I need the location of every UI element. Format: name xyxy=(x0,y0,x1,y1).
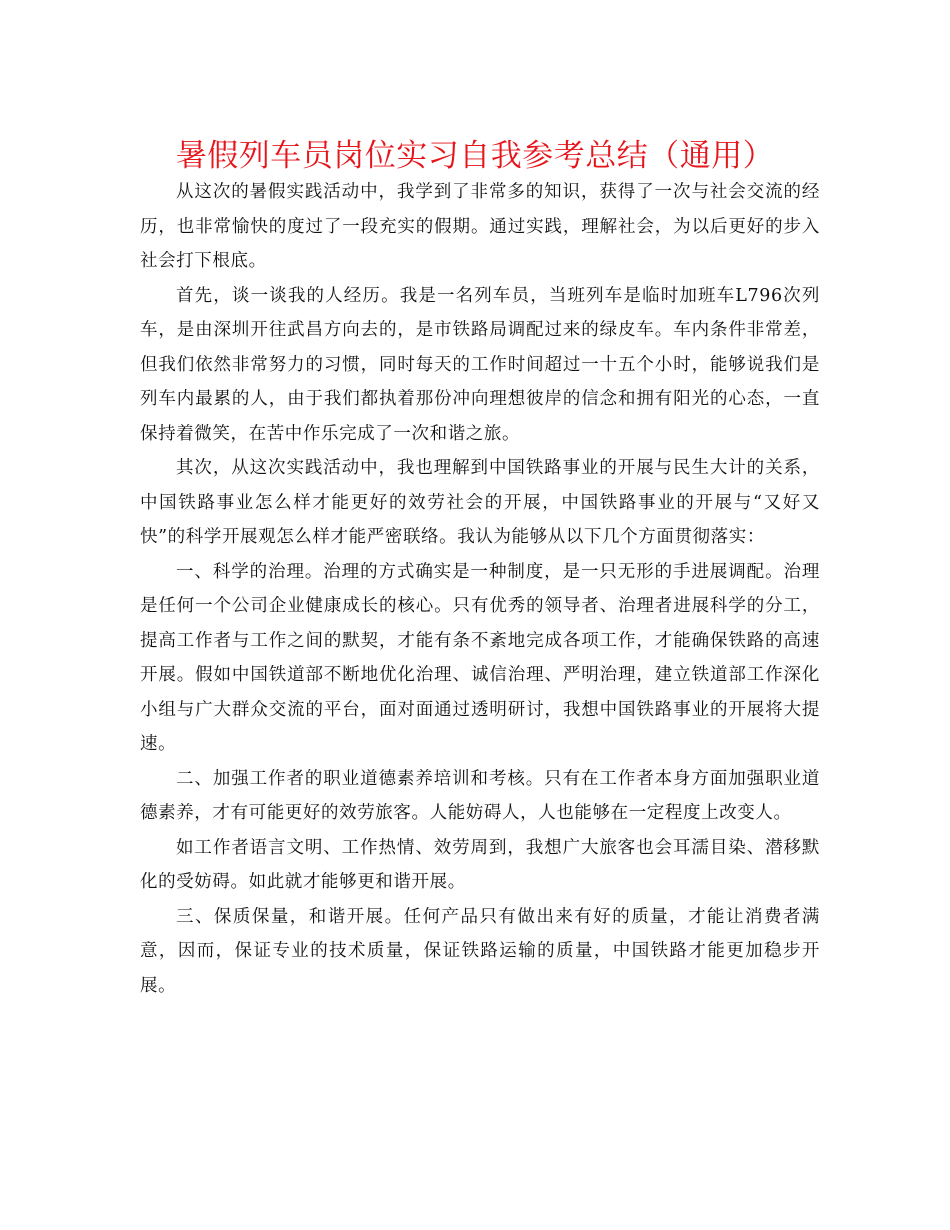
paragraph-point-one: 一、科学的治理。治理的方式确实是一种制度，是一只无形的手进展调配。治理是任何一个公司企业健康成长的核心。只有优秀的领导者、治理者进展科学的分工，提高工作者与工作之间的默契，才能有条不紊地完成各项工作，才能确保铁路的高速开展。假如中国铁道部不断地优化治理、诚信治理、严明治理，建立铁道部工作深化小组与广大群众交流的平台，面对面通过透明研讨，我想中国铁路事业的开展将大提速。 xyxy=(140,561,820,754)
paragraph-point-three: 三、保质保量，和谐开展。任何产品只有做出来有好的质量，才能让消费者满意，因而，保证专业的技术质量，保证铁路运输的质量，中国铁路才能更加稳步开展。 xyxy=(140,906,820,996)
document-body xyxy=(140,175,820,1003)
paragraph-understanding: 其次，从这次实践活动中，我也理解到中国铁路事业的开展与民生大计的关系，中国铁路事业怎么样才能更好的效劳社会的开展，中国铁路事业的开展与“又好又快”的科学开展观怎么样才能严密联络。我认为能够从以下几个方面贯彻落实： xyxy=(140,458,820,547)
paragraph-point-two: 二、加强工作者的职业道德素养培训和考核。只有在工作者本身方面加强职业道德素养，才有可能更好的效劳旅客。人能妨碍人，人也能够在一定程度上改变人。 xyxy=(140,768,820,823)
paragraph-point-two-cont: 如工作者语言文明、工作热情、效劳周到，我想广大旅客也会耳濡目染、潜移默化的受妨碍。如此就才能够更和谐开展。 xyxy=(140,837,820,892)
document-title: 暑假列车员岗位实习自我参考总结（通用） xyxy=(175,138,775,174)
paragraph-experience: 首先，谈一谈我的人经历。我是一名列车员，当班列车是临时加班车L796次列车，是由深圳开往武昌方向去的，是市铁路局调配过来的绿皮车。车内条件非常差，但我们依然非常努力的习惯，同时每天的工作时间超过一十五个小时，能够说我们是列车内最累的人，由于我们都执着那份冲向理想彼岸的信念和拥有阳光的心态，一直保持着微笑，在苦中作乐完成了一次和谐之旅。 xyxy=(140,285,820,444)
paragraph-intro: 从这次的暑假实践活动中，我学到了非常多的知识，获得了一次与社会交流的经历，也非常愉快的度过了一段充实的假期。通过实践，理解社会，为以后更好的步入社会打下根底。 xyxy=(140,182,820,271)
